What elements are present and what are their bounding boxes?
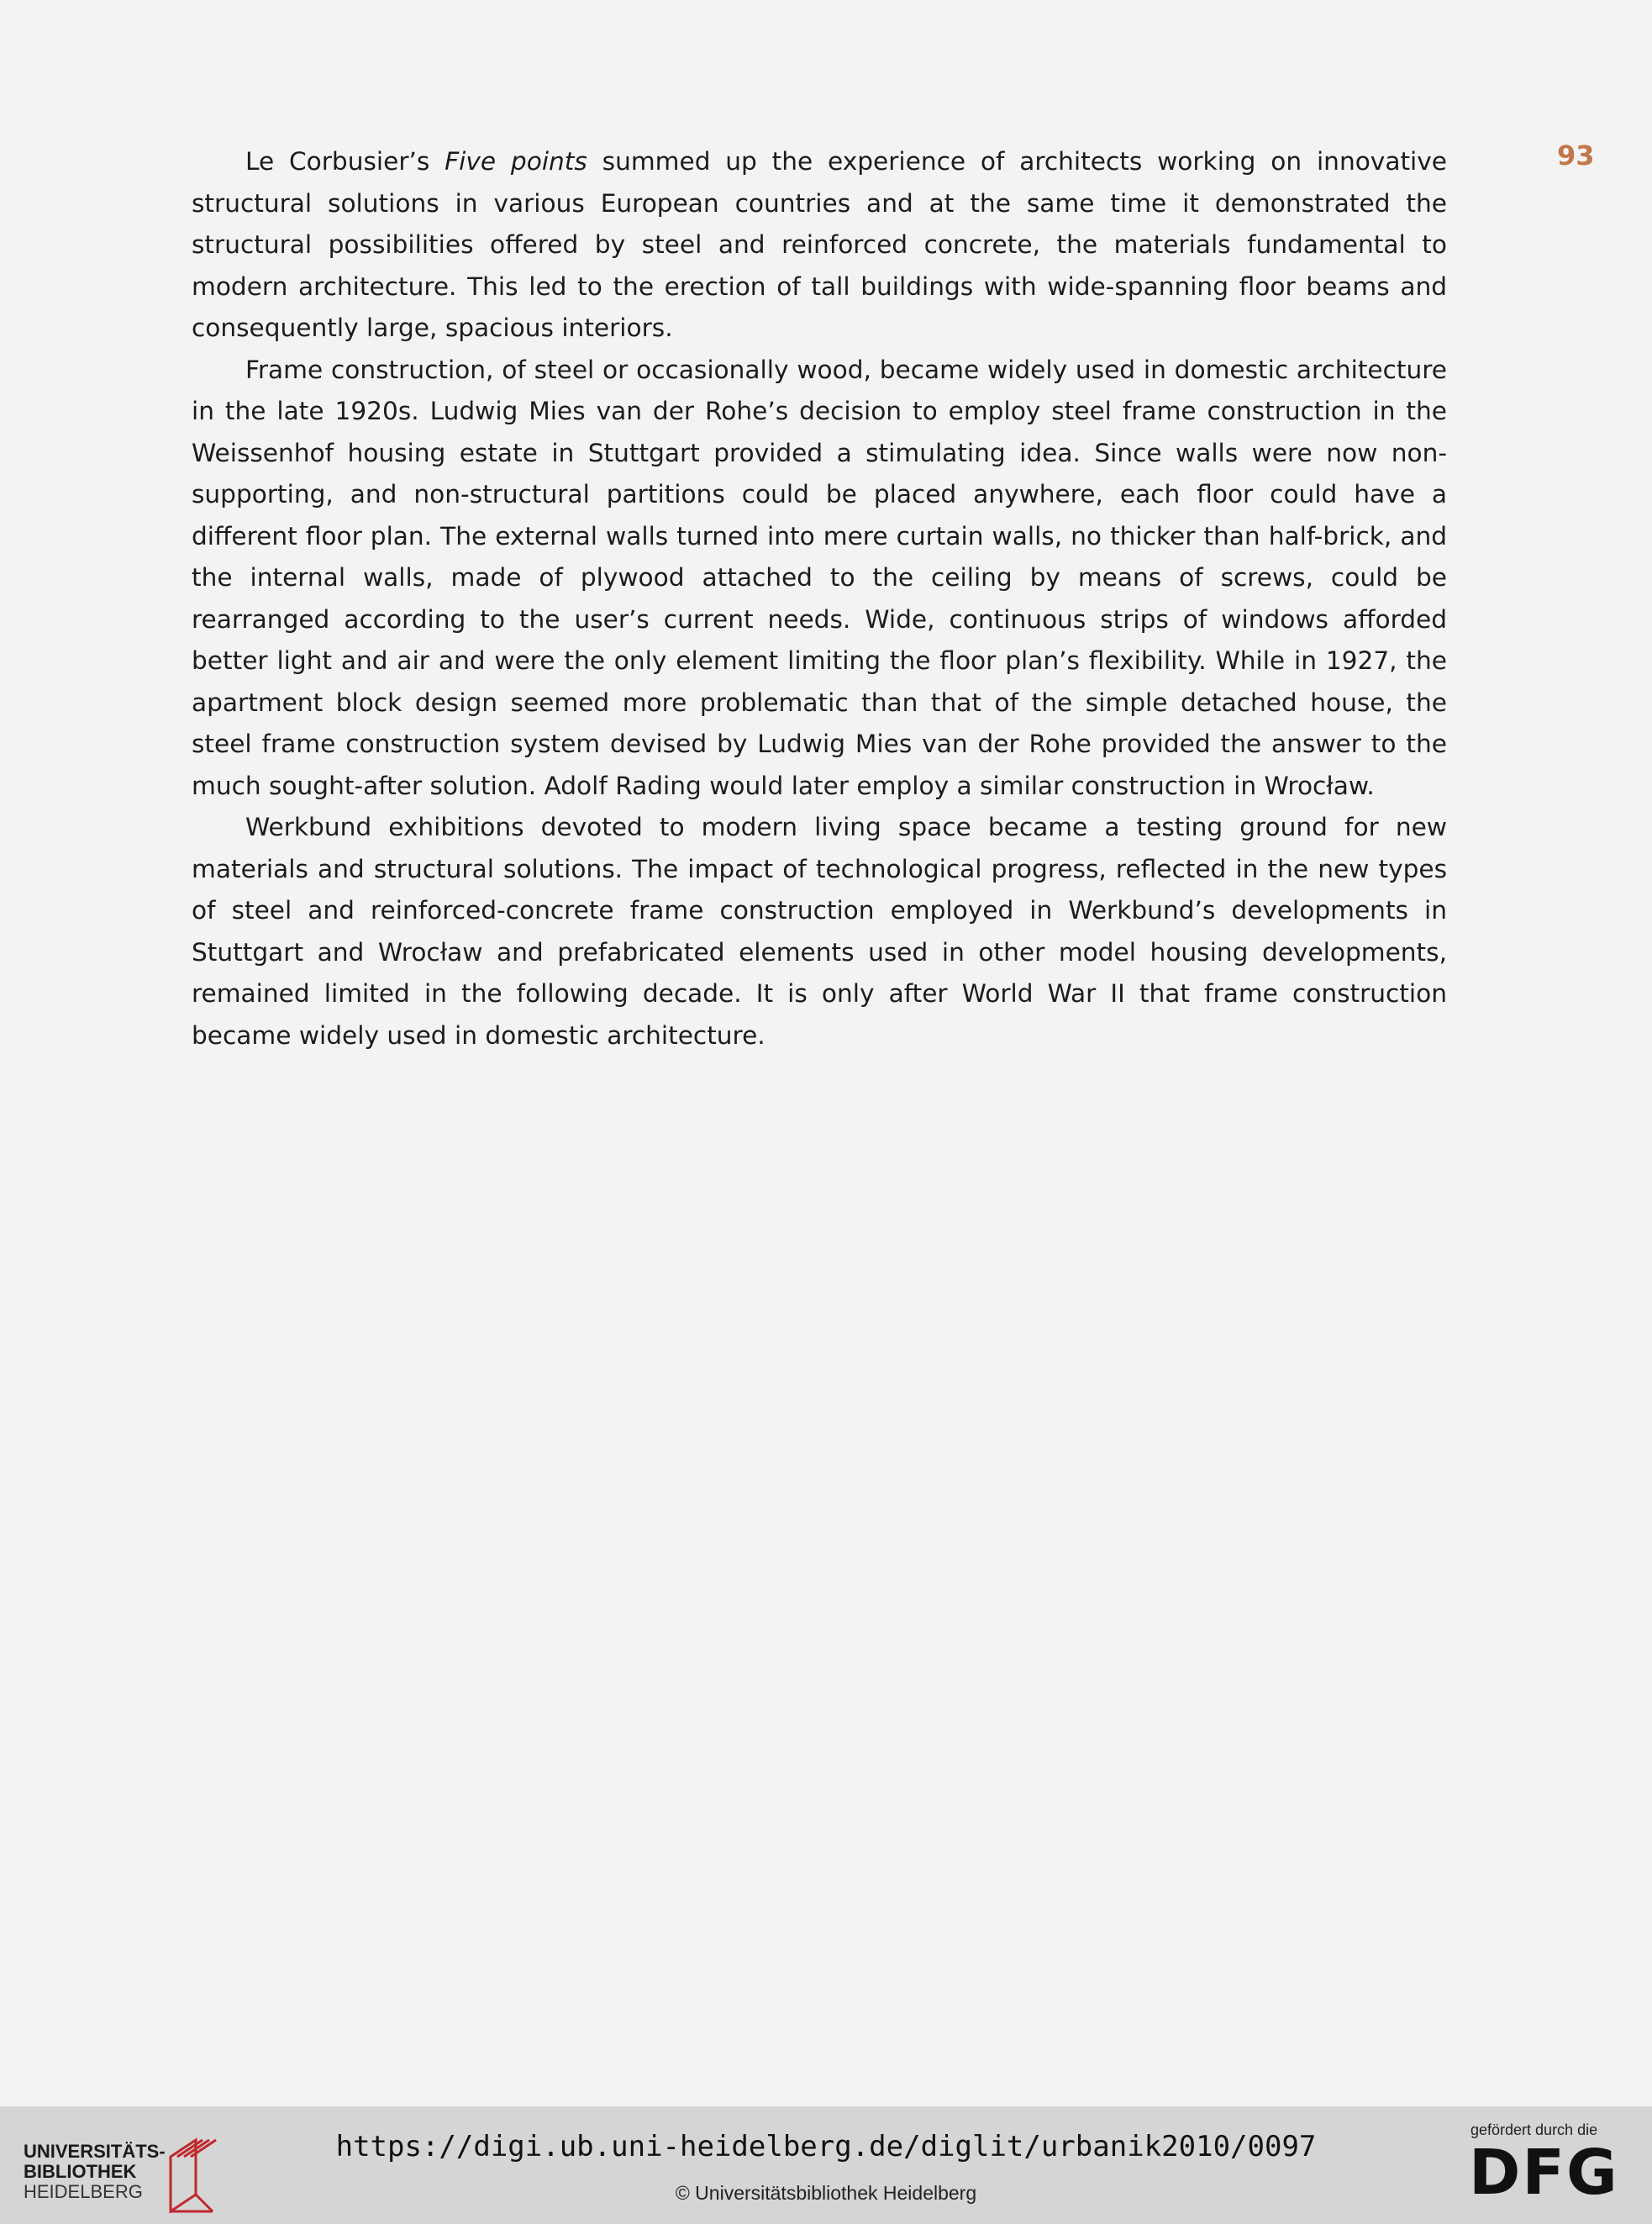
dfg-logo[interactable]: DFG (1469, 2137, 1619, 2209)
funding-note: gefördert durch die (1470, 2121, 1598, 2138)
paragraph-1-lead: Le Corbusier’s (245, 147, 445, 176)
italic-title: Five points (445, 147, 587, 176)
copyright-notice: © Universitätsbibliothek Heidelberg (675, 2182, 977, 2204)
paragraph-3: Werkbund exhibitions devoted to modern living space became a testing ground for new materials and structural solutions. The impact of technological progress, reflected in the new types of steel and reinforced-concrete frame construction employed in Werkbund’s developments in Stuttgart and Wrocław and prefabricated elements used in other model housing developments, remained limited in the following decade. It is only after World War II that frame construction became widely used in domestic architecture. (192, 813, 1447, 1050)
paragraph-1 (192, 141, 1447, 350)
page-number: 93 (1557, 140, 1595, 171)
footer-bar (0, 2106, 1652, 2224)
paragraph-1-rest: summed up the experience of architects working on innovative structural solutions in various European countries and at the same time it demonstrated the structural possibilities offered by steel and reinforced concrete, the materials fundamental to modern architecture. This led to the erection of tall buildings with wide-spanning floor beams and consequently large, spacious interiors. (192, 147, 1447, 342)
body-text (192, 141, 1447, 1057)
library-name-line2: BIBLIOTHEK (24, 2161, 137, 2182)
library-name-line1: UNIVERSITÄTS- (24, 2141, 166, 2162)
library-name-line3: HEIDELBERG (24, 2181, 143, 2202)
document-url[interactable]: https://digi.ub.uni-heidelberg.de/diglit/urbanik2010/0097 (335, 2130, 1317, 2163)
paragraph-2: Frame construction, of steel or occasionally wood, became widely used in domestic architecture in the late 1920s. Ludwig Mies van der Rohe’s decision to employ steel frame construction in the Weissenhof housing estate in Stuttgart provided a stimulating idea. Since walls were now non-supporting, and non-structural partitions could be placed anywhere, each floor could have a different floor plan. The external walls turned into mere curtain walls, no thicker than half-brick, and the internal walls, made of plywood attached to the ceiling by means of screws, could be rearranged according to the user’s current needs. Wide, continuous strips of windows afforded better light and air and were the only element limiting the floor plan’s flexibility. While in 1927, the apartment block design seemed more problematic than that of the simple detached house, the steel frame construction system devised by Ludwig Mies van der Rohe provided the answer to the much sought-after solution. Adolf Rading would later employ a similar construction in Wrocław. (192, 355, 1447, 800)
